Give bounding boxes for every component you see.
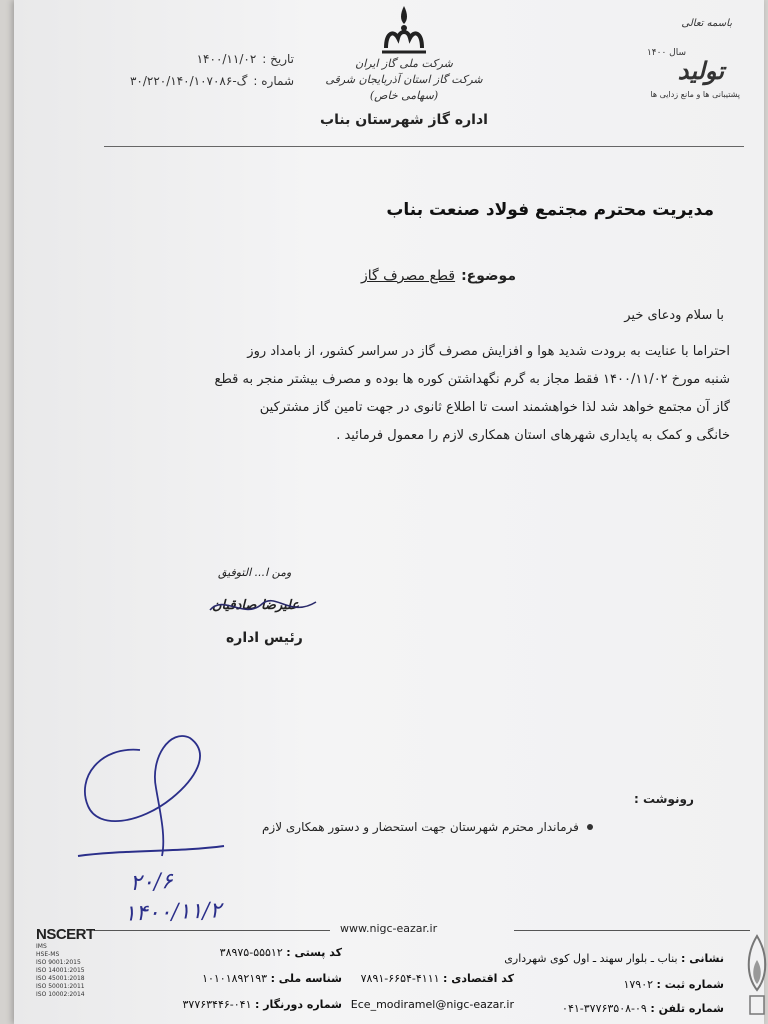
handwritten-note-1: ۲۰/۶ <box>129 868 174 897</box>
signatory-name: علیرضا صادقیان <box>212 598 300 613</box>
footer-rule-left <box>94 930 330 931</box>
bismillah-text: باسمه تعالی <box>681 18 732 29</box>
email[interactable]: Ece_modiramel@nigc-eazar.ir <box>350 998 514 1011</box>
number-row <box>94 70 294 92</box>
slogan-subtext: پشتیبانی ها و مانع زدایی ها <box>650 90 740 99</box>
cert-hse: HSE-MS <box>36 951 60 958</box>
cert-iso-10002: ISO 10002:2014 <box>36 991 85 998</box>
website-link[interactable]: www.nigc-eazar.ir <box>340 922 438 935</box>
date-label: تاریخ : <box>262 52 294 66</box>
address-value: بناب ـ بلوار سهند ـ اول کوی شهرداری <box>504 952 678 965</box>
signature-scribble-icon <box>204 588 324 628</box>
body-line-4: خانگی و کمک به پایداری شهرهای استان همکاری لازم را معمول فرمائید . <box>336 428 730 443</box>
economic-value: ۴۱۱۱-۶۶۵۴-۷۸۹۱ <box>360 972 440 985</box>
year-slogan <box>642 18 742 108</box>
year-label: سال ۱۴۰۰ <box>646 48 686 58</box>
phone-value: ۰۹-۳۷۷۶۳۵۰۸-۰۴۱ <box>562 1002 647 1015</box>
phone <box>562 1002 724 1015</box>
cc-item-text: فرماندار محترم شهرستان جهت استحضار و دستور همکاری لازم <box>262 820 579 834</box>
address-label: نشانی : <box>681 952 724 965</box>
signatory-title: رئیس اداره <box>226 630 303 646</box>
national-id <box>202 972 342 985</box>
postal-value: ۵۵۵۱۲-۳۸۹۷۵ <box>219 946 283 959</box>
phone-label: شماره تلفن : <box>650 1002 724 1015</box>
handwritten-signature-icon <box>70 728 230 868</box>
subject-line <box>361 268 516 284</box>
cert-iso-9001: ISO 9001:2015 <box>36 959 81 966</box>
letter-body <box>90 338 730 450</box>
company-name <box>314 56 494 104</box>
date-row <box>94 48 294 70</box>
closing-phrase: ومن ا... التوفیق <box>218 566 292 579</box>
bullet-icon <box>587 824 593 830</box>
postal-label: کد پستی : <box>286 946 342 959</box>
address <box>504 952 724 965</box>
fax <box>183 998 343 1011</box>
fax-value: ۰۴۱-۳۷۷۶۳۴۴۶ <box>182 998 252 1011</box>
certification-badge <box>36 926 114 1024</box>
national-label: شناسه ملی : <box>270 972 342 985</box>
economic-code <box>361 972 514 985</box>
cert-brand: NSCERT <box>36 926 95 943</box>
handwritten-note-2: ۱۴۰۰/۱۱/۲ <box>123 898 222 927</box>
economic-label: کد اقتصادی : <box>443 972 514 985</box>
date-value: ۱۴۰۰/۱۱/۰۲ <box>196 52 257 66</box>
registration <box>623 978 724 991</box>
letter-page <box>14 0 764 1024</box>
cert-iso-14001: ISO 14001:2015 <box>36 967 85 974</box>
body-line-3: گاز آن مجتمع خواهد شد لذا خواهشمند است تا اطلاع ثانوی در جهت تامین گاز مشترکین <box>259 400 730 415</box>
company-line-2: شرکت گاز استان آذربایجان شرقی (سهامی خاص) <box>325 73 483 102</box>
cc-heading: رونوشت : <box>634 792 694 806</box>
number-label: شماره : <box>253 74 294 88</box>
company-line-1: شرکت ملی گاز ایران <box>355 57 453 70</box>
body-line-2: شنبه مورخ ۱۴۰۰/۱۱/۰۲ فقط مجاز به گرم نگهداشتن کوره ها بوده و مصرف بیشتر منجر به قطع <box>214 372 730 387</box>
header-divider <box>104 146 744 147</box>
postal-code <box>220 946 342 959</box>
national-value: ۱۰۱۰۱۸۹۲۱۹۳ <box>202 972 268 985</box>
cert-iso-45001: ISO 45001:2018 <box>36 975 85 982</box>
subject-label: موضوع: <box>461 268 516 284</box>
body-line-1: احتراما با عنایت به برودت شدید هوا و افزایش مصرف گاز در سراسر کشور، از بامداد روز <box>247 344 730 359</box>
slogan-title: تولید <box>677 56 724 85</box>
footer-rule-right <box>514 930 750 931</box>
flame-logo-icon <box>742 930 768 1020</box>
cert-iso-50001: ISO 50001:2011 <box>36 983 85 990</box>
reg-value: ۱۷۹۰۲ <box>623 978 654 991</box>
cc-item <box>262 820 593 834</box>
reg-label: شماره ثبت : <box>656 978 724 991</box>
office-name: اداره گاز شهرستان بناب <box>320 112 488 128</box>
number-value: گ-۳۰/۲۲۰/۱۴۰/۱۰۷۰۸۶ <box>129 74 248 88</box>
greeting: با سلام ودعای خیر <box>624 308 724 323</box>
subject-value: قطع مصرف گاز <box>360 268 456 284</box>
letter-meta <box>94 48 294 92</box>
nigc-logo-icon <box>374 2 434 58</box>
recipient-heading: مدیریت محترم مجتمع فولاد صنعت بناب <box>386 200 714 220</box>
fax-label: شماره دورنگار : <box>254 998 342 1011</box>
cert-ims: IMS <box>36 943 47 950</box>
